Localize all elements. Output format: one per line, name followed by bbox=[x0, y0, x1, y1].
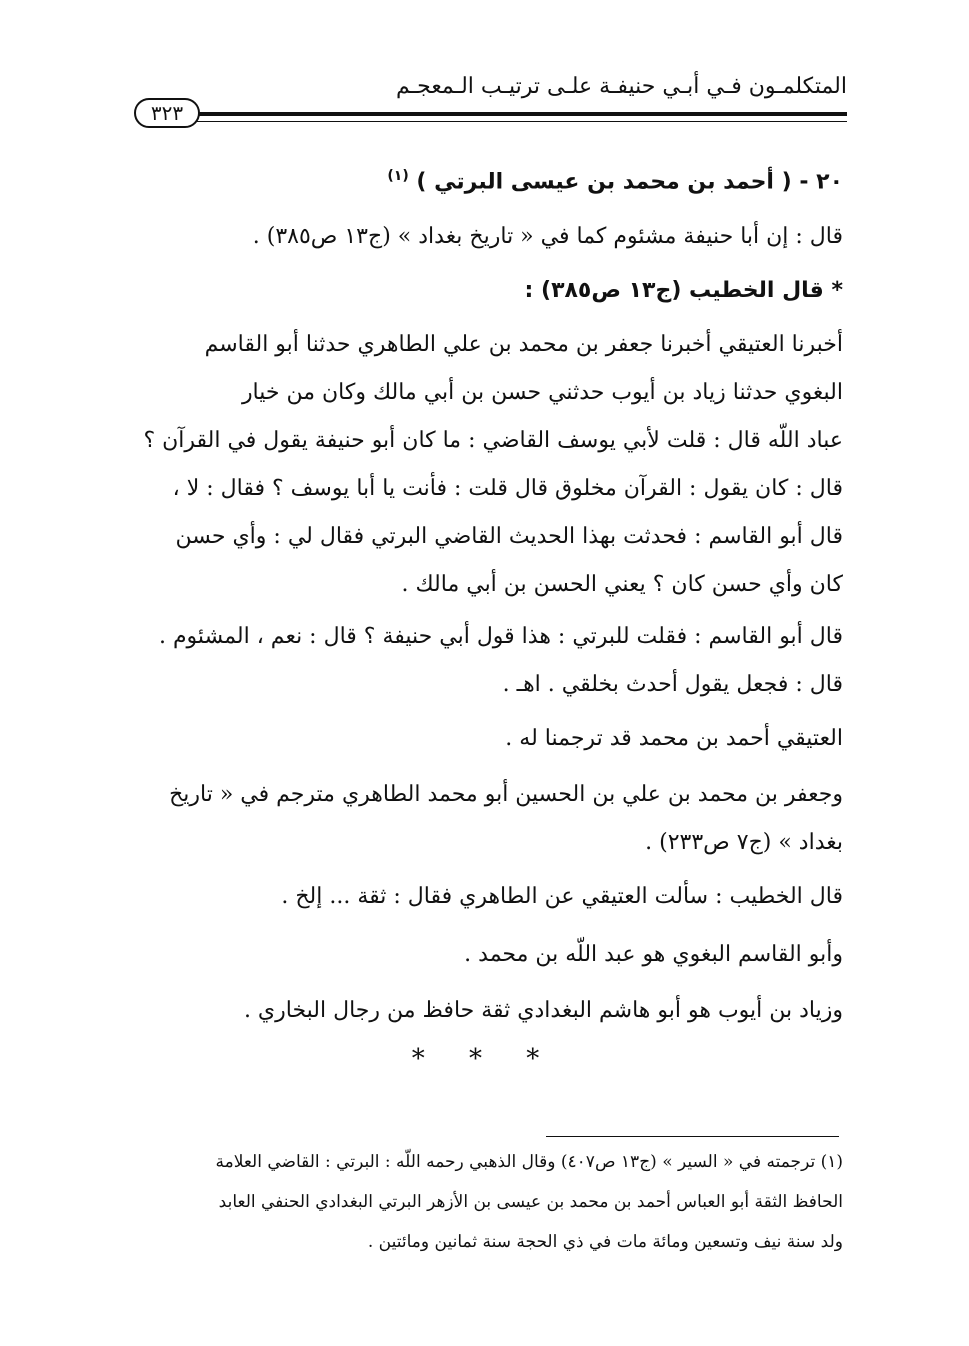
section-separator: * * * bbox=[411, 1044, 558, 1074]
running-header-title: المتكلمـون فـي أبـي حنيفـة علـى ترتيـب الـمعجـم bbox=[396, 74, 847, 99]
footnote-line: الحافظ الثقة أبو العباس أحمد بن محمد بن عيسى بن الأزهر البرتي البغدادي الحنفي العابد bbox=[218, 1192, 843, 1212]
text-line: قال : إن أبا حنيفة مشئوم كما في « تاريخ بغداد » (ج١٣ ص٣٨٥) . bbox=[252, 224, 843, 249]
text-line: وأبو القاسم البغوي هو عبد اللّه بن محمد . bbox=[464, 942, 843, 967]
footnote-marker: (١) bbox=[387, 168, 409, 184]
entry-heading bbox=[131, 168, 843, 194]
text-line: أخبرنا العتيقي أخبرنا جعفر بن محمد بن علي الطاهري حدثنا أبو القاسم bbox=[204, 332, 843, 357]
page-number: ٣٢٣ bbox=[134, 98, 200, 128]
text-line: بغداد » (ج٧ ص٢٣٣) . bbox=[645, 830, 843, 855]
footnote-rule bbox=[546, 1136, 839, 1137]
citation-heading: * قال الخطيب (ج١٣ ص٣٨٥) : bbox=[524, 278, 843, 303]
text-line: عباد اللّه قال : قلت لأبي يوسف القاضي : ما كان أبو حنيفة يقول في القرآن ؟ bbox=[143, 428, 843, 453]
header-rule-thin bbox=[196, 121, 847, 122]
text-line: البغوي حدثنا زياد بن أيوب حدثني حسن بن أبي مالك وكان من خيار bbox=[241, 380, 843, 405]
text-line: قال أبو القاسم : فحدثت بهذا الحديث القاضي البرتي فقال لي : وأي حسن bbox=[175, 524, 843, 549]
text-line: قال : فجعل يقول أحدث بخلقي . اهـ . bbox=[502, 672, 843, 697]
text-line: العتيقي أحمد بن محمد قد ترجمنا له . bbox=[505, 726, 843, 751]
text-line: قال : كان يقول : القرآن مخلوق قال قلت : فأنت يا أبا يوسف ؟ فقال : لا ، bbox=[172, 476, 843, 501]
footnote-line: ولد سنة نيف وتسعين ومائة مات في ذي الحجة سنة ثمانين ومائتين . bbox=[367, 1232, 843, 1252]
header-rule-thick bbox=[196, 112, 847, 116]
text-line: وجعفر بن محمد بن علي بن الحسين أبو محمد الطاهري مترجم في « تاريخ bbox=[169, 782, 843, 807]
entry-heading-text: ٢٠ - ( أحمد بن محمد بن عيسى البرتي ) bbox=[416, 169, 843, 195]
text-line: وزياد بن أيوب هو أبو هاشم البغدادي ثقة حافظ من رجال البخاري . bbox=[243, 998, 843, 1023]
text-line: قال الخطيب : سألت العتيقي عن الطاهري فقال : ثقة ... إلخ . bbox=[281, 884, 843, 909]
footnote-line: (١) ترجمته في « السير » (ج١٣ ص٤٠٧) وقال الذهبي رحمه اللّه : البرتي : القاضي العلامة bbox=[215, 1152, 843, 1172]
text-line: قال أبو القاسم : فقلت للبرتي : هذا قول أبي حنيفة ؟ قال : نعم ، المشئوم . bbox=[158, 624, 843, 649]
text-line: كان وأي حسن كان ؟ يعني الحسن بن أبي مالك . bbox=[401, 572, 843, 597]
